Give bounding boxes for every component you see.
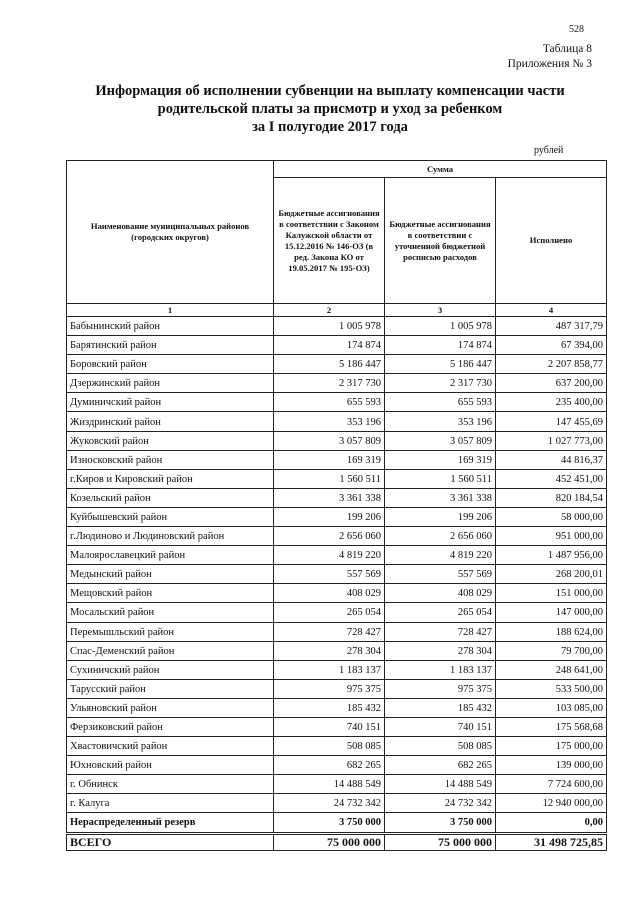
cell-name: Юхновский район	[67, 756, 274, 775]
cell-budget: 2 656 060	[274, 527, 385, 546]
cell-done: 31 498 725,85	[496, 833, 607, 850]
cell-done: 147 000,00	[496, 603, 607, 622]
cell-budget: 682 265	[274, 756, 385, 775]
cell-refined: 3 057 809	[385, 431, 496, 450]
title-line-1: Информация об исполнении субвенции на выплату компенсации части	[95, 83, 565, 99]
cell-name: Куйбышевский район	[67, 507, 274, 526]
table-row	[67, 527, 607, 546]
table-row	[67, 737, 607, 756]
cell-done: 1 027 773,00	[496, 431, 607, 450]
cell-done: 139 000,00	[496, 756, 607, 775]
cell-done: 1 487 956,00	[496, 546, 607, 565]
title-line-3: за I полугодие 2017 года	[252, 119, 408, 135]
table-row	[67, 603, 607, 622]
cell-budget: 655 593	[274, 393, 385, 412]
table-row	[67, 756, 607, 775]
table-row	[67, 546, 607, 565]
header-sum: Сумма	[274, 161, 607, 178]
cell-budget: 169 319	[274, 450, 385, 469]
annex-appendix-label: Приложения № 3	[507, 58, 592, 70]
cell-name: Жуковский район	[67, 431, 274, 450]
cell-budget: 975 375	[274, 679, 385, 698]
cell-done: 188 624,00	[496, 622, 607, 641]
cell-budget: 508 085	[274, 737, 385, 756]
cell-refined: 1 560 511	[385, 469, 496, 488]
cell-name: г.Людиново и Людиновский район	[67, 527, 274, 546]
cell-done: 79 700,00	[496, 641, 607, 660]
total-row	[67, 833, 607, 850]
cell-refined: 169 319	[385, 450, 496, 469]
cell-budget: 728 427	[274, 622, 385, 641]
cell-refined: 174 874	[385, 336, 496, 355]
cell-refined: 408 029	[385, 584, 496, 603]
header-name: Наименование муниципальных районов (городских округов)	[67, 161, 274, 304]
cell-refined: 14 488 549	[385, 775, 496, 794]
cell-done: 487 317,79	[496, 317, 607, 336]
cell-budget: 353 196	[274, 412, 385, 431]
cell-budget: 408 029	[274, 584, 385, 603]
cell-done: 151 000,00	[496, 584, 607, 603]
table-row	[67, 660, 607, 679]
cell-done: 175 568,68	[496, 717, 607, 736]
cell-done: 452 451,00	[496, 469, 607, 488]
header-budget: Бюджетные ассигнования в соответствии с Законом Калужской области от 15.12.2016 № 146-ОЗ (в ред. Закона КО от 19.05.2017 № 195-ОЗ)	[274, 178, 385, 304]
cell-refined: 4 819 220	[385, 546, 496, 565]
cell-refined: 185 432	[385, 698, 496, 717]
cell-budget: 278 304	[274, 641, 385, 660]
cell-name: г. Калуга	[67, 794, 274, 813]
cell-refined: 3 361 338	[385, 488, 496, 507]
cell-name: Износковский район	[67, 450, 274, 469]
header-done: Исполнено	[496, 178, 607, 304]
cell-done: 7 724 600,00	[496, 775, 607, 794]
cell-budget: 2 317 730	[274, 374, 385, 393]
document-title	[60, 82, 600, 136]
cell-budget: 740 151	[274, 717, 385, 736]
cell-refined: 557 569	[385, 565, 496, 584]
cell-name: ВСЕГО	[67, 833, 274, 850]
page-number: 528	[569, 24, 584, 35]
table-row	[67, 336, 607, 355]
cell-done: 58 000,00	[496, 507, 607, 526]
cell-name: Козельский район	[67, 488, 274, 507]
cell-name: Спас-Деменский район	[67, 641, 274, 660]
table-row	[67, 641, 607, 660]
cell-budget: 3 057 809	[274, 431, 385, 450]
table-row	[67, 622, 607, 641]
cell-refined: 199 206	[385, 507, 496, 526]
cell-name: Ферзиковский район	[67, 717, 274, 736]
title-line-2: родительской платы за присмотр и уход за ребенком	[157, 101, 503, 117]
cell-budget: 1 183 137	[274, 660, 385, 679]
cell-name: г.Киров и Кировский район	[67, 469, 274, 488]
cell-budget: 4 819 220	[274, 546, 385, 565]
cell-name: Хвастовичский район	[67, 737, 274, 756]
cell-refined: 2 317 730	[385, 374, 496, 393]
cell-refined: 75 000 000	[385, 833, 496, 850]
cell-name: Сухиничский район	[67, 660, 274, 679]
cell-name: Медынский район	[67, 565, 274, 584]
cell-budget: 3 361 338	[274, 488, 385, 507]
cell-done: 248 641,00	[496, 660, 607, 679]
cell-name: Дзержинский район	[67, 374, 274, 393]
subvention-table	[66, 160, 607, 851]
cell-name: Жиздринский район	[67, 412, 274, 431]
cell-refined: 2 656 060	[385, 527, 496, 546]
cell-name: Ульяновский район	[67, 698, 274, 717]
cell-budget: 1 005 978	[274, 317, 385, 336]
table-row	[67, 565, 607, 584]
table-row	[67, 794, 607, 813]
cell-budget: 557 569	[274, 565, 385, 584]
cell-budget: 75 000 000	[274, 833, 385, 850]
cell-refined: 975 375	[385, 679, 496, 698]
annex-table-label: Таблица 8	[542, 43, 592, 55]
cell-refined: 508 085	[385, 737, 496, 756]
cell-budget: 24 732 342	[274, 794, 385, 813]
table-row	[67, 355, 607, 374]
column-number: 2	[274, 304, 385, 317]
cell-name: Бабынинский район	[67, 317, 274, 336]
table-row	[67, 488, 607, 507]
cell-name: Тарусский район	[67, 679, 274, 698]
cell-budget: 174 874	[274, 336, 385, 355]
currency-unit: рублей	[534, 145, 564, 156]
reserve-row	[67, 813, 607, 833]
cell-budget: 265 054	[274, 603, 385, 622]
table-row	[67, 775, 607, 794]
cell-done: 235 400,00	[496, 393, 607, 412]
cell-done: 951 000,00	[496, 527, 607, 546]
cell-budget: 185 432	[274, 698, 385, 717]
cell-name: Мещовский район	[67, 584, 274, 603]
cell-budget: 1 560 511	[274, 469, 385, 488]
table-row	[67, 393, 607, 412]
cell-done: 0,00	[496, 813, 607, 833]
cell-budget: 5 186 447	[274, 355, 385, 374]
table-row	[67, 450, 607, 469]
table-row	[67, 717, 607, 736]
cell-name: Перемышльский район	[67, 622, 274, 641]
table-body	[67, 317, 607, 851]
cell-done: 533 500,00	[496, 679, 607, 698]
cell-refined: 1 005 978	[385, 317, 496, 336]
cell-refined: 3 750 000	[385, 813, 496, 833]
header-refined: Бюджетные ассигнования в соответствии с уточненной бюджетной росписью расходов	[385, 178, 496, 304]
cell-refined: 278 304	[385, 641, 496, 660]
table-row	[67, 507, 607, 526]
table-row	[67, 317, 607, 336]
column-number: 1	[67, 304, 274, 317]
cell-refined: 353 196	[385, 412, 496, 431]
cell-refined: 265 054	[385, 603, 496, 622]
annex-reference	[508, 42, 592, 72]
table-row	[67, 698, 607, 717]
cell-refined: 5 186 447	[385, 355, 496, 374]
cell-name: Боровский район	[67, 355, 274, 374]
table-row	[67, 374, 607, 393]
cell-done: 147 455,69	[496, 412, 607, 431]
cell-name: Мосальский район	[67, 603, 274, 622]
cell-done: 820 184,54	[496, 488, 607, 507]
cell-name: Малоярославецкий район	[67, 546, 274, 565]
cell-refined: 1 183 137	[385, 660, 496, 679]
column-number: 3	[385, 304, 496, 317]
cell-done: 103 085,00	[496, 698, 607, 717]
cell-name: Думиничский район	[67, 393, 274, 412]
cell-refined: 740 151	[385, 717, 496, 736]
cell-refined: 728 427	[385, 622, 496, 641]
cell-refined: 655 593	[385, 393, 496, 412]
cell-refined: 24 732 342	[385, 794, 496, 813]
cell-budget: 3 750 000	[274, 813, 385, 833]
cell-name: Нераспределенный резерв	[67, 813, 274, 833]
cell-name: Барятинский район	[67, 336, 274, 355]
cell-done: 637 200,00	[496, 374, 607, 393]
column-number: 4	[496, 304, 607, 317]
cell-refined: 682 265	[385, 756, 496, 775]
cell-done: 175 000,00	[496, 737, 607, 756]
cell-done: 44 816,37	[496, 450, 607, 469]
table-row	[67, 412, 607, 431]
cell-done: 12 940 000,00	[496, 794, 607, 813]
cell-budget: 199 206	[274, 507, 385, 526]
cell-budget: 14 488 549	[274, 775, 385, 794]
cell-name: г. Обнинск	[67, 775, 274, 794]
table-row	[67, 679, 607, 698]
table-row	[67, 469, 607, 488]
cell-done: 268 200,01	[496, 565, 607, 584]
cell-done: 67 394,00	[496, 336, 607, 355]
cell-done: 2 207 858,77	[496, 355, 607, 374]
table-row	[67, 431, 607, 450]
table-row	[67, 584, 607, 603]
